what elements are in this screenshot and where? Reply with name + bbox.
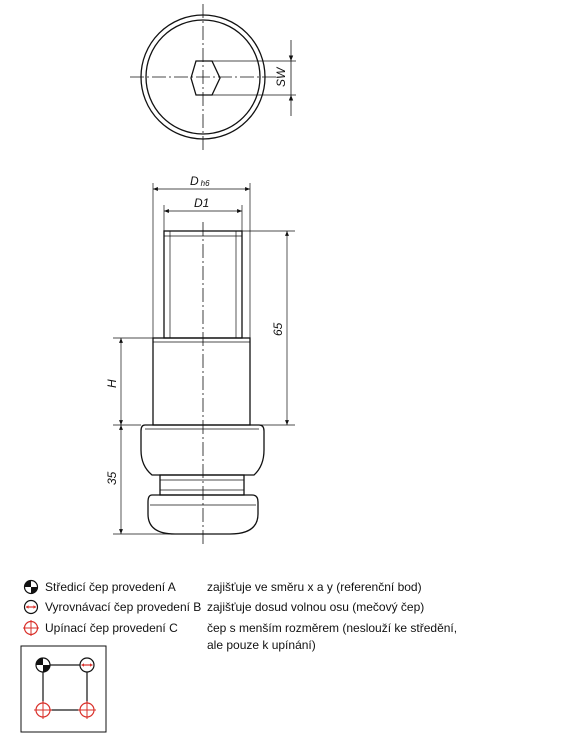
collar [141,425,264,475]
circle-cross-red-icon [23,620,39,636]
layout-schematic [21,646,106,732]
len-35-label: 35 [105,471,119,485]
hex-socket [191,61,220,95]
main-body [153,338,250,425]
schematic-plate [43,665,87,710]
schematic-frame [21,646,106,732]
sw-label: SW [274,67,288,87]
legend-desc-a: zajišťuje ve směru x a y (referenční bod) [207,580,422,594]
legend-desc-b: zajišťuje dosud volnou osu (mečový čep) [207,600,425,614]
len-65-label: 65 [271,322,285,336]
side-view [141,222,264,545]
legend-desc-c-line2: ale pouze k upínání) [207,638,316,652]
legend-name-a: Středicí čep provedení A [45,580,176,594]
half-filled-circle-icon [25,581,38,594]
schematic-pin-c-left-icon [34,701,52,719]
legend-desc-c: čep s menším rozměrem (neslouží ke středění, [207,621,458,635]
top-view [130,4,296,150]
schematic-pin-c-right-icon [78,701,96,719]
d1-label: D1 [194,196,210,210]
h-label: H [105,379,119,388]
d-h6-label: Dh6 [190,174,210,188]
circle-horizontal-arrow-icon [25,601,38,614]
schematic-pin-b-icon [80,658,94,672]
legend-name-b: Vyrovnávací čep provedení B [45,600,202,614]
schematic-pin-a-icon [36,658,50,672]
neck [160,475,244,495]
legend-name-c: Upínací čep provedení C [45,621,178,635]
